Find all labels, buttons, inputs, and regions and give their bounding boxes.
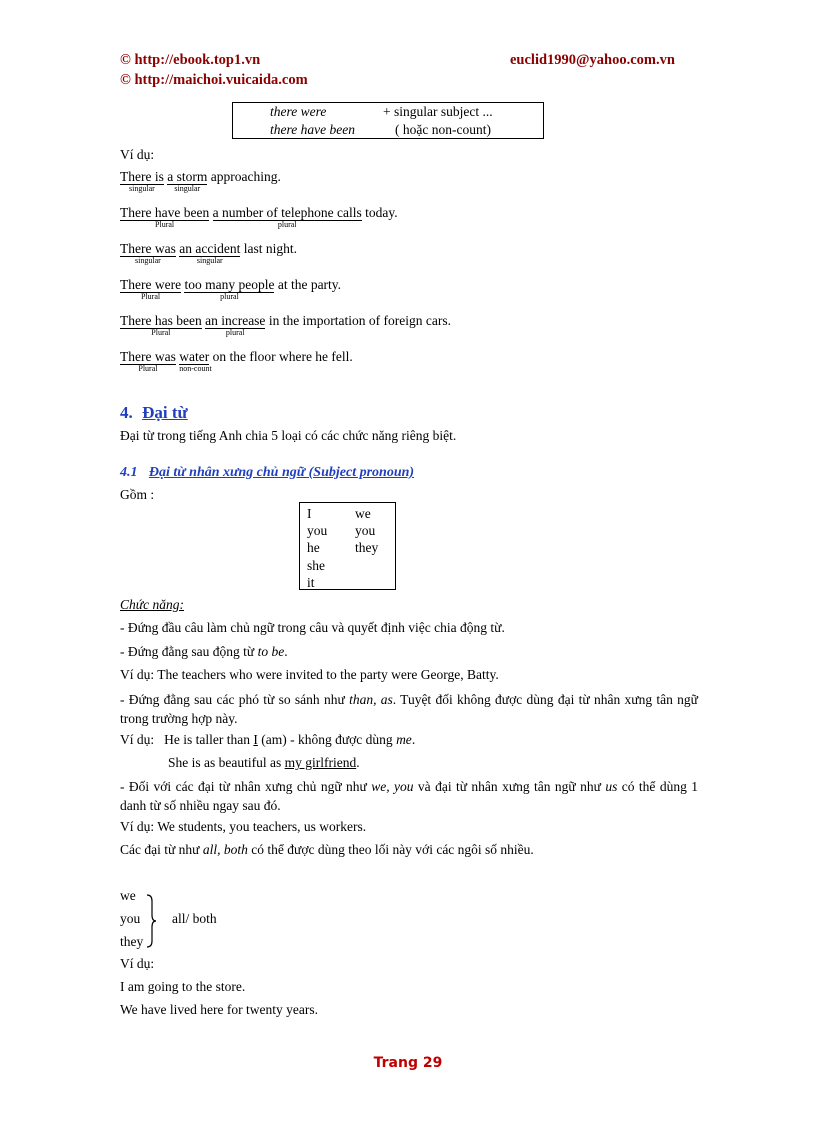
function-4-text: - Đối với các đại từ nhân xưng chủ ngữ như (120, 779, 372, 794)
pronoun: we (355, 506, 371, 521)
phrase-text: There was (120, 241, 176, 256)
phrase-text: water (179, 349, 210, 364)
sentence-text (362, 205, 398, 221)
underlined-phrase (120, 349, 176, 373)
function-5 (120, 842, 534, 858)
includes-label: Gồm : (120, 487, 155, 502)
phrase-text: at the party. (274, 277, 342, 292)
section-4-intro: Đại từ trong tiếng Anh chia 5 loại có các chức năng riêng biệt. (120, 428, 457, 443)
phrase-text: a storm (167, 169, 208, 184)
function-1: - Đứng đầu câu làm chủ ngữ trong câu và quyết định việc chia động từ. (120, 620, 505, 635)
pronoun: they (355, 540, 379, 556)
example-3 (168, 755, 360, 771)
function-4 (120, 777, 702, 815)
phrase-text: There was (120, 349, 176, 364)
phrase-text: There is (120, 169, 164, 184)
phrase-text: on the floor where he fell. (209, 349, 353, 364)
final-example-2: We have lived here for twenty years. (120, 1002, 318, 1017)
section-4-heading (120, 403, 188, 423)
grammar-label: Plural (155, 220, 175, 229)
section-4-number: 4. (120, 403, 133, 422)
section-4-title[interactable]: Đại từ (142, 403, 188, 422)
example-1: Ví dụ: The teachers who were invited to the party were George, Batty. (120, 667, 499, 682)
section-41-heading (120, 464, 414, 481)
pronoun-column-singular (307, 505, 327, 591)
final-example-label: Ví dụ: (120, 956, 155, 971)
example-sentence (120, 241, 297, 271)
pronoun: I (307, 506, 312, 521)
example-sentence (120, 169, 281, 199)
example-sentence (120, 313, 451, 343)
rule-row2-left: there have been (270, 122, 355, 137)
sentence-text (207, 169, 280, 185)
section-41-number: 4.1 (120, 465, 138, 480)
function-2-end: . (284, 644, 288, 659)
sentence-text (265, 313, 451, 329)
pronoun: you (355, 523, 376, 539)
function-5-text: Các đại từ như (120, 842, 203, 857)
page-number: Trang 29 (373, 1055, 443, 1071)
underlined-phrase (120, 277, 182, 301)
header-link-ebook[interactable]: © http://ebook.top1.vn (120, 52, 261, 68)
sentence-text (240, 241, 297, 257)
underlined-phrase (205, 313, 266, 337)
function-4-emphasis-1: we, you (371, 779, 414, 794)
section-41-title[interactable]: Đại từ nhân xưng chủ ngữ (Subject pronoun) (148, 465, 415, 480)
underlined-phrase (120, 205, 210, 229)
underlined-phrase (120, 169, 164, 193)
right-brace-icon (144, 893, 158, 949)
function-5-emphasis: all, both (202, 842, 248, 857)
example-3-end: . (356, 755, 360, 770)
phrase-text: There has been (120, 313, 202, 328)
grammar-label: Plural (140, 292, 161, 301)
function-heading: Chức năng: (120, 597, 184, 612)
rule-row1-left: there were (270, 104, 327, 119)
function-3-end: . Tuyệt đối không được dùng đại từ nhân xưng tân ngữ trong trường hợp này. (120, 692, 702, 726)
final-example-1: I am going to the store. (120, 979, 246, 994)
example-sentence (120, 277, 341, 307)
pronoun: you (307, 523, 328, 539)
function-3 (120, 690, 702, 728)
sentence-text (209, 349, 353, 365)
underlined-phrase (120, 313, 202, 337)
grammar-label: plural (220, 292, 239, 301)
underlined-phrase (179, 349, 212, 373)
grammar-label: Plural (151, 328, 171, 337)
example-2-emphasis: me (396, 732, 412, 747)
phrase-text: in the importation of foreign cars. (265, 313, 452, 328)
underlined-phrase (167, 169, 208, 193)
function-4-emphasis-2: us (605, 779, 618, 794)
grammar-label: non-count (179, 364, 212, 373)
phrase-text: an accident (179, 241, 241, 256)
sentence-text (274, 277, 341, 293)
example-2-text: He is taller than (164, 732, 254, 747)
header-link-maichoi[interactable]: © http://maichoi.vuicaida.com (120, 72, 308, 88)
grammar-label: plural (225, 328, 245, 337)
grammar-label: singular (196, 256, 223, 265)
brace-item-we: we (120, 888, 136, 903)
rule-box (232, 102, 544, 139)
examples-label: Ví dụ: (120, 147, 155, 162)
example-sentence (120, 205, 398, 235)
brace-target: all/ both (172, 911, 217, 926)
example-3-text: She is as beautiful as (168, 755, 285, 770)
rule-row2-right: ( hoặc non-count) (395, 122, 491, 137)
function-3-emphasis: than, as (349, 692, 393, 707)
example-2-end: . (411, 732, 416, 747)
example-sentence (120, 349, 353, 379)
brace-item-they: they (120, 934, 144, 949)
example-2-underlined: I (253, 732, 258, 747)
phrase-text: an increase (205, 313, 266, 328)
phrase-text: too many people (184, 277, 275, 292)
brace-item-you: you (120, 911, 141, 926)
underlined-phrase (179, 241, 241, 265)
example-2-mid: (am) - không được dùng (257, 732, 397, 747)
example-2-label: Ví dụ: (120, 732, 155, 747)
function-4-mid: và đại từ nhân xưng tân ngữ như (413, 779, 606, 794)
phrase-text: today. (361, 205, 398, 220)
function-5-end: có thể được dùng theo lối này với các ngôi số nhiều. (247, 842, 534, 857)
pronoun-table (299, 502, 396, 590)
function-2 (120, 644, 288, 660)
rule-row1-right: + singular subject ... (383, 104, 493, 119)
phrase-text: approaching. (207, 169, 281, 184)
grammar-label: plural (277, 220, 297, 229)
pronoun: she (307, 557, 325, 573)
pronoun: it (307, 574, 315, 590)
grammar-label: singular (129, 184, 155, 193)
pronoun: he (307, 540, 320, 556)
phrase-text: There were (120, 277, 182, 292)
phrase-text: last night. (240, 241, 297, 256)
pronoun-column-plural (355, 505, 378, 557)
phrase-text: a number of telephone calls (212, 205, 362, 220)
function-2-text: - Đứng đằng sau động từ (120, 644, 258, 659)
function-3-text: - Đứng đằng sau các phó từ so sánh như (120, 692, 350, 707)
underlined-phrase (184, 277, 275, 301)
header-email[interactable]: euclid1990@yahoo.com.vn (510, 52, 675, 68)
function-4-end: có thể dùng 1 danh từ số nhiều ngay sau đó. (120, 779, 702, 813)
function-2-emphasis: to be (257, 644, 285, 659)
phrase-text: There have been (120, 205, 210, 220)
grammar-label: singular (174, 184, 201, 193)
underlined-phrase (212, 205, 362, 229)
grammar-label: Plural (138, 364, 158, 373)
grammar-label: singular (135, 256, 161, 265)
example-4: Ví dụ: We students, you teachers, us workers. (120, 819, 367, 834)
example-3-underlined: my girlfriend (284, 755, 357, 770)
underlined-phrase (120, 241, 176, 265)
example-2 (120, 732, 415, 748)
